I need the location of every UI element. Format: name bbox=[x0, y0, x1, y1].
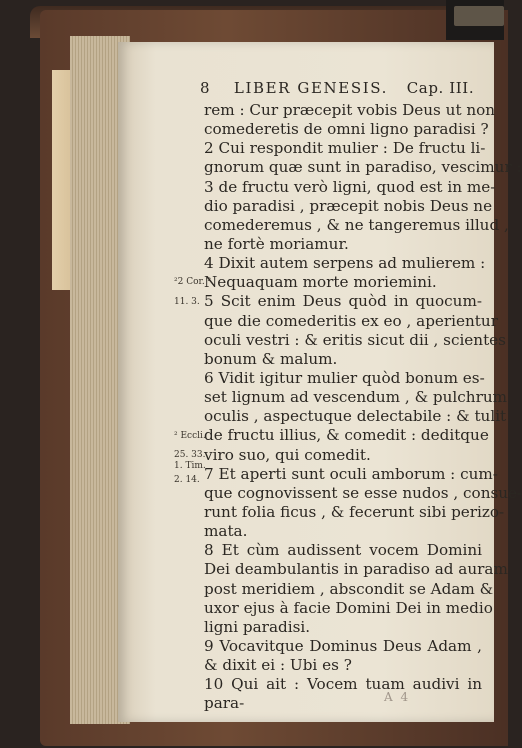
text-line: gnorum quæ sunt in paradiso, vescimur : bbox=[204, 158, 522, 177]
text-line: mata. bbox=[204, 522, 248, 541]
text-body bbox=[204, 80, 522, 714]
text-line: 7 Et aperti sunt oculi amborum : cum- bbox=[204, 464, 498, 483]
text-line: 10 Qui ait : Vocem tuam audivi in bbox=[204, 675, 482, 694]
chapter-label: Cap. III. bbox=[406, 79, 475, 97]
text-line: ne fortè moriamur. bbox=[204, 234, 349, 253]
text-line: 2 Cui respondit mulier : De fructu li- bbox=[204, 139, 486, 158]
text-line: set lignum ad vescendum , & pulchrum bbox=[204, 388, 508, 407]
text-line: oculi vestri : & eritis sicut dii , scientes bbox=[204, 330, 506, 349]
background-object-2 bbox=[454, 6, 504, 26]
text-line: viro suo, qui comedit. bbox=[204, 445, 371, 464]
text-line: para- bbox=[204, 694, 245, 713]
text-line: 9 Vocavitque Dominus Deus Adam , bbox=[204, 636, 482, 655]
signature-mark: A 4 bbox=[384, 690, 411, 704]
text-line: rem : Cur præcepit vobis Deus ut non bbox=[204, 101, 496, 119]
text-line: comederetis de omni ligno paradisi ? bbox=[204, 120, 489, 139]
text-line: que die comederitis ex eo , aperientur bbox=[204, 311, 498, 330]
text-line: Dei deambulantis in paradiso ad auram bbox=[204, 560, 508, 579]
text-line: Nequaquam morte moriemini. bbox=[204, 273, 437, 292]
text-line: 3 de fructu verò ligni, quod est in me- bbox=[204, 177, 496, 196]
text-line: 6 Vidit igitur mulier quòd bonum es- bbox=[204, 368, 485, 387]
text-line: oculis , aspectuque delectabile : & tulit bbox=[204, 407, 507, 426]
text-line: 5 Scit enim Deus quòd in quocum- bbox=[204, 292, 482, 311]
text-line: que cognovissent se esse nudos , consue- bbox=[204, 483, 522, 502]
text-line: & dixit ei : Ubi es ? bbox=[204, 656, 352, 675]
text-line: de fructu illius, & comedit : deditque bbox=[204, 426, 489, 445]
text-line: dio paradisi , præcepit nobis Deus ne bbox=[204, 196, 493, 215]
page-number: 8 bbox=[200, 79, 212, 97]
text-line: comederemus , & ne tangeremus illud , bbox=[204, 215, 509, 234]
margin-note: 2. 14. bbox=[174, 474, 200, 485]
margin-note: ²2 Cor. ² bbox=[174, 277, 212, 288]
text-line: post meridiem , abscondit se Adam & bbox=[204, 579, 494, 598]
text-line: uxor ejus à facie Domini Dei in medio bbox=[204, 598, 493, 617]
text-line: 8 Et cùm audissent vocem Domini bbox=[204, 541, 482, 560]
running-title: LIBER GENESIS. bbox=[233, 79, 388, 97]
text-line: 4 Dixit autem serpens ad mulierem : bbox=[204, 254, 486, 273]
text-line: bonum & malum. bbox=[204, 349, 338, 368]
margin-note: 25. 33. bbox=[174, 449, 206, 460]
text-line: ligni paradisi. bbox=[204, 617, 311, 636]
margin-note: 11. 3. bbox=[174, 296, 200, 307]
text-line: runt folia ficus , & fecerunt sibi perizo- bbox=[204, 502, 505, 521]
margin-note: ² Eccli. bbox=[174, 430, 206, 441]
margin-note: 1. Tim. bbox=[174, 461, 206, 472]
